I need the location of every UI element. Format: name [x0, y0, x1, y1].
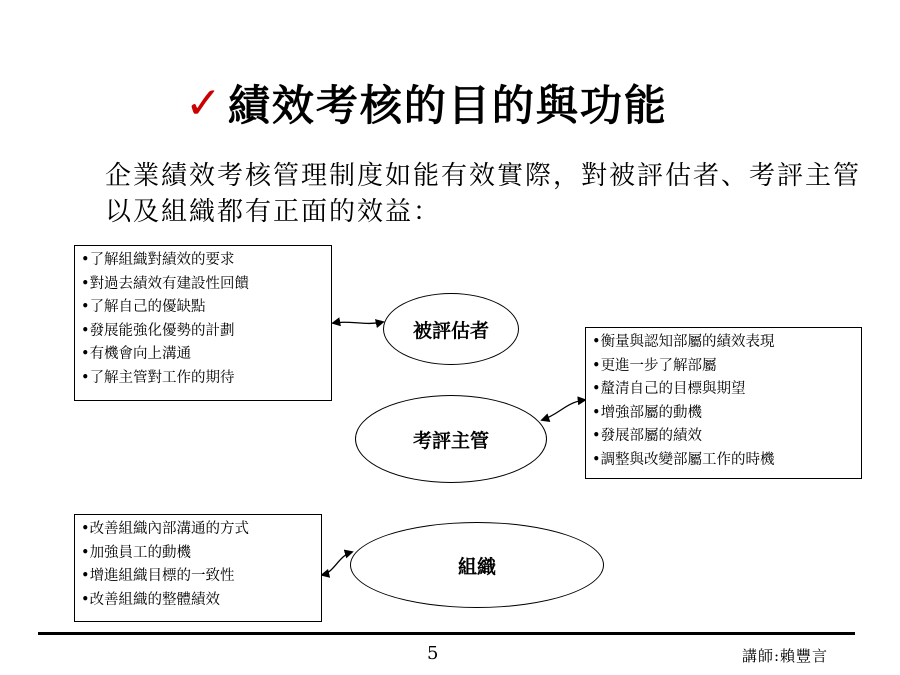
lecturer-credit: 講師:賴豐言 [742, 647, 829, 665]
benefit-item: • 調整與改變部屬工作的時機 [592, 449, 855, 473]
page-number: 5 [427, 643, 439, 664]
supervisor-benefits-box [585, 327, 862, 479]
employee-benefits-list [81, 249, 325, 390]
supervisor-node [355, 395, 547, 483]
benefit-item: • 對過去績效有建設性回饋 [81, 273, 325, 297]
benefit-item: • 了解組織對績效的要求 [81, 249, 325, 273]
checkmark-icon: ✓ [185, 77, 224, 129]
benefit-item: • 發展部屬的績效 [592, 425, 855, 449]
benefit-item: • 改善組織內部溝通的方式 [81, 518, 315, 542]
slide-title-text: 績效考核的目的與功能 [227, 81, 668, 130]
arrow-supervisor [542, 400, 585, 420]
arrow-employee [333, 322, 383, 323]
benefit-item: • 了解主管對工作的期待 [81, 367, 325, 391]
benefit-item: • 衡量與認知部屬的績效表現 [592, 331, 855, 355]
organization-benefits-list [81, 518, 315, 612]
benefit-item: • 改善組織的整體績效 [81, 589, 315, 613]
benefit-item: • 發展能強化優勢的計劃 [81, 320, 325, 344]
benefit-item: • 有機會向上溝通 [81, 343, 325, 367]
footer-divider [38, 632, 855, 635]
supervisor-label: 考評主管 [412, 429, 489, 452]
organization-label: 組織 [457, 555, 496, 578]
benefit-item: • 增進組織目標的一致性 [81, 565, 315, 589]
employee-benefits-box [74, 245, 332, 401]
employee-label: 被評估者 [412, 319, 489, 342]
organization-node [350, 522, 604, 608]
employee-node [383, 293, 519, 365]
arrow-organization [322, 552, 352, 575]
intro-paragraph: 企業績效考核管理制度如能有效實際，對被評估者、考評主管以及組織都有正面的效益： [105, 161, 862, 227]
benefit-item: • 釐清自己的目標與期望 [592, 378, 855, 402]
benefit-item: • 更進一步了解部屬 [592, 355, 855, 379]
organization-benefits-box [74, 514, 322, 622]
benefit-item: • 了解自己的優缺點 [81, 296, 325, 320]
benefit-item: • 增強部屬的動機 [592, 402, 855, 426]
supervisor-benefits-list [592, 331, 855, 472]
benefit-item: • 加強員工的動機 [81, 542, 315, 566]
